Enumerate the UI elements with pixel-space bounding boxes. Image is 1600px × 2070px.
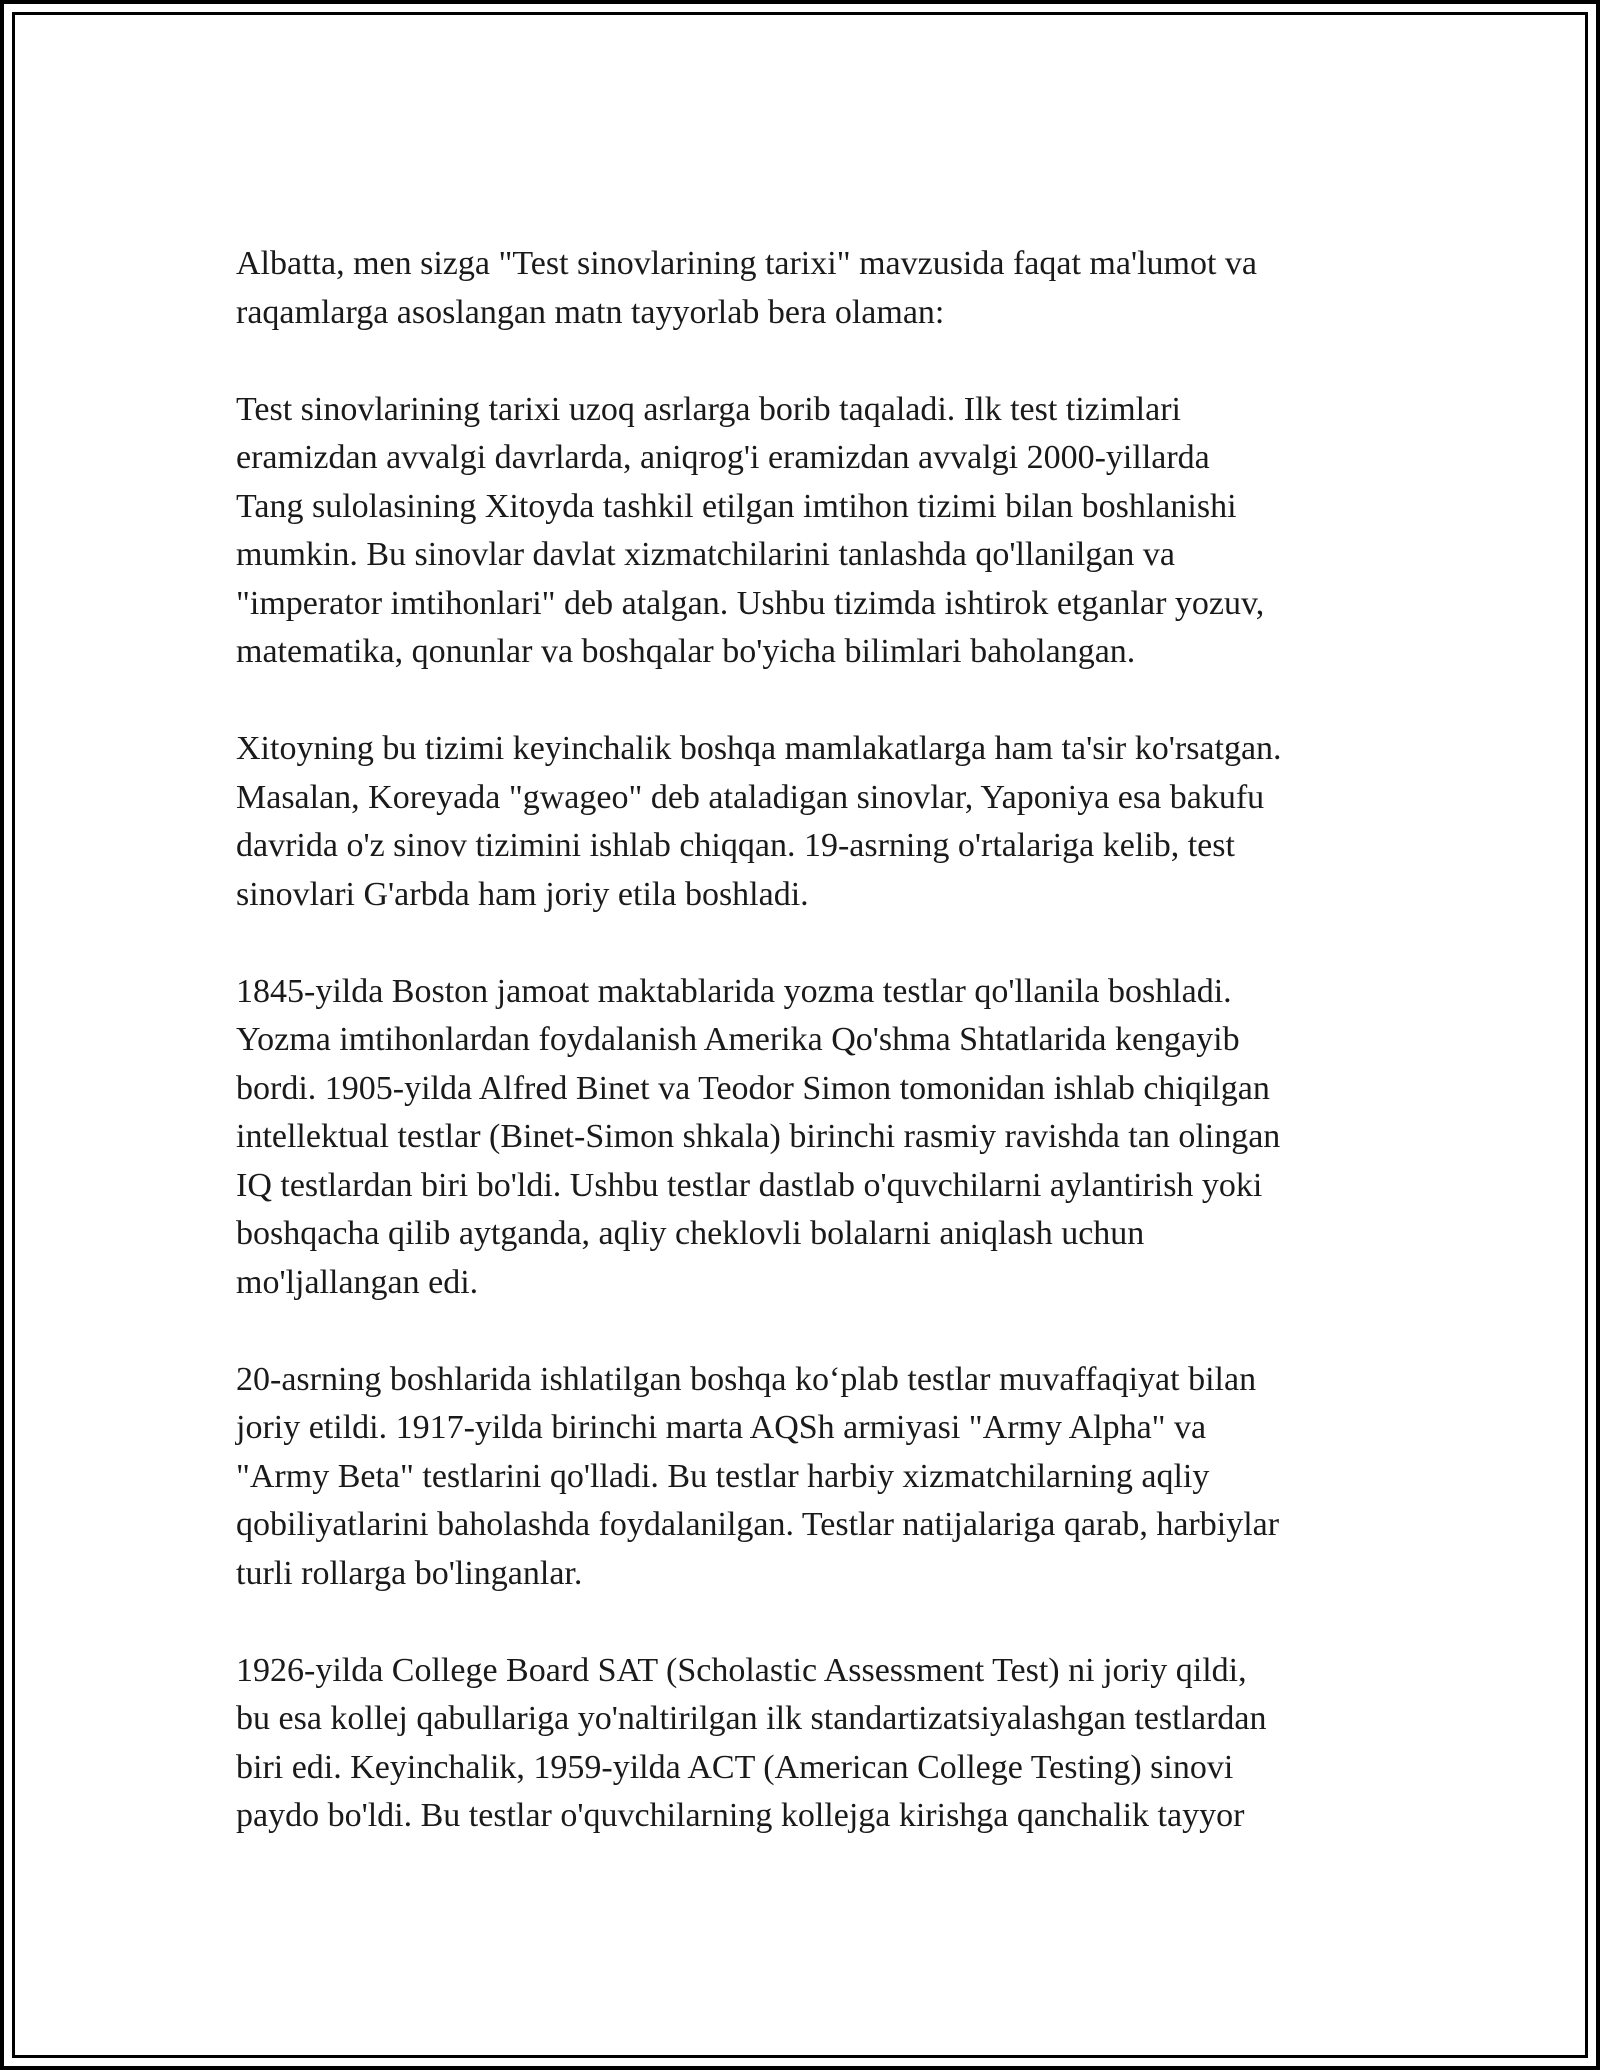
- paragraph-2: [236, 386, 1396, 677]
- text-line: "Army Beta" testlarini qo'lladi. Bu testlar harbiy xizmatchilarning aqliy: [236, 1457, 1210, 1495]
- text-line: 1926-yilda College Board SAT (Scholastic Assessment Test) ni joriy qildi,: [236, 1651, 1247, 1689]
- text-line: IQ testlardan biri bo'ldi. Ushbu testlar dastlab o'quvchilarni aylantirish yoki: [236, 1166, 1263, 1204]
- document-body: [236, 240, 1396, 1889]
- text-line: paydo bo'ldi. Bu testlar o'quvchilarning kollejga kirishga qanchalik tayyor: [236, 1797, 1245, 1834]
- text-line: Albatta, men sizga "Test sinovlarining tarixi" mavzusida faqat ma'lumot va: [236, 245, 1258, 282]
- paragraph-4: [236, 968, 1396, 1308]
- text-line: 20-asrning boshlarida ishlatilgan boshqa ko‘plab testlar muvaffaqiyat bilan: [236, 1360, 1257, 1398]
- text-line: Masalan, Koreyada "gwageo" deb ataladigan sinovlar, Yaponiya esa bakufu: [236, 778, 1265, 816]
- text-line: sinovlari G'arbda ham joriy etila boshladi.: [236, 875, 809, 913]
- text-line: Tang sulolasining Xitoyda tashkil etilgan imtihon tizimi bilan boshlanishi: [236, 487, 1237, 525]
- text-line: bu esa kollej qabullariga yo'naltirilgan ilk standartizatsiyalashgan testlardan: [236, 1700, 1267, 1737]
- text-line: qobiliyatlarini baholashda foydalanilgan. Testlar natijalariga qarab, harbiylar: [236, 1506, 1280, 1543]
- text-line: mo'ljallangan edi.: [236, 1263, 479, 1301]
- text-line: intellektual testlar (Binet-Simon shkala) birinchi rasmiy ravishda tan olingan: [236, 1118, 1281, 1155]
- paragraph-5: [236, 1356, 1396, 1599]
- text-line: boshqacha qilib aytganda, aqliy cheklovli bolalarni aniqlash uchun: [236, 1215, 1145, 1252]
- text-line: raqamlarga asoslangan matn tayyorlab bera olaman:: [236, 293, 945, 331]
- text-line: joriy etildi. 1917-yilda birinchi marta AQSh armiyasi "Army Alpha" va: [236, 1409, 1207, 1446]
- text-line: biri edi. Keyinchalik, 1959-yilda ACT (American College Testing) sinovi: [236, 1748, 1234, 1786]
- paragraph-1: [236, 240, 1396, 337]
- text-line: 1845-yilda Boston jamoat maktablarida yozma testlar qo'llanila boshladi.: [236, 972, 1232, 1010]
- text-line: Yozma imtihonlardan foydalanish Amerika Qo'shma Shtatlarida kengayib: [236, 1021, 1240, 1058]
- text-line: bordi. 1905-yilda Alfred Binet va Teodor Simon tomonidan ishlab chiqilgan: [236, 1069, 1270, 1107]
- text-line: "imperator imtihonlari" deb atalgan. Ushbu tizimda ishtirok etganlar yozuv,: [236, 584, 1265, 622]
- text-line: matematika, qonunlar va boshqalar bo'yicha bilimlari baholangan.: [236, 633, 1136, 670]
- text-line: Xitoyning bu tizimi keyinchalik boshqa mamlakatlarga ham ta'sir ko'rsatgan.: [236, 730, 1282, 767]
- text-line: davrida o'z sinov tizimini ishlab chiqqan. 19-asrning o'rtalariga kelib, test: [236, 827, 1235, 864]
- text-line: eramizdan avvalgi davrlarda, aniqrog'i eramizdan avvalgi 2000-yillarda: [236, 439, 1210, 476]
- text-line: turli rollarga bo'linganlar.: [236, 1554, 583, 1592]
- paragraph-3: [236, 725, 1396, 919]
- text-line: Test sinovlarining tarixi uzoq asrlarga borib taqaladi. Ilk test tizimlari: [236, 390, 1181, 428]
- text-line: mumkin. Bu sinovlar davlat xizmatchilarini tanlashda qo'llanilgan va: [236, 536, 1176, 573]
- paragraph-6: [236, 1647, 1396, 1841]
